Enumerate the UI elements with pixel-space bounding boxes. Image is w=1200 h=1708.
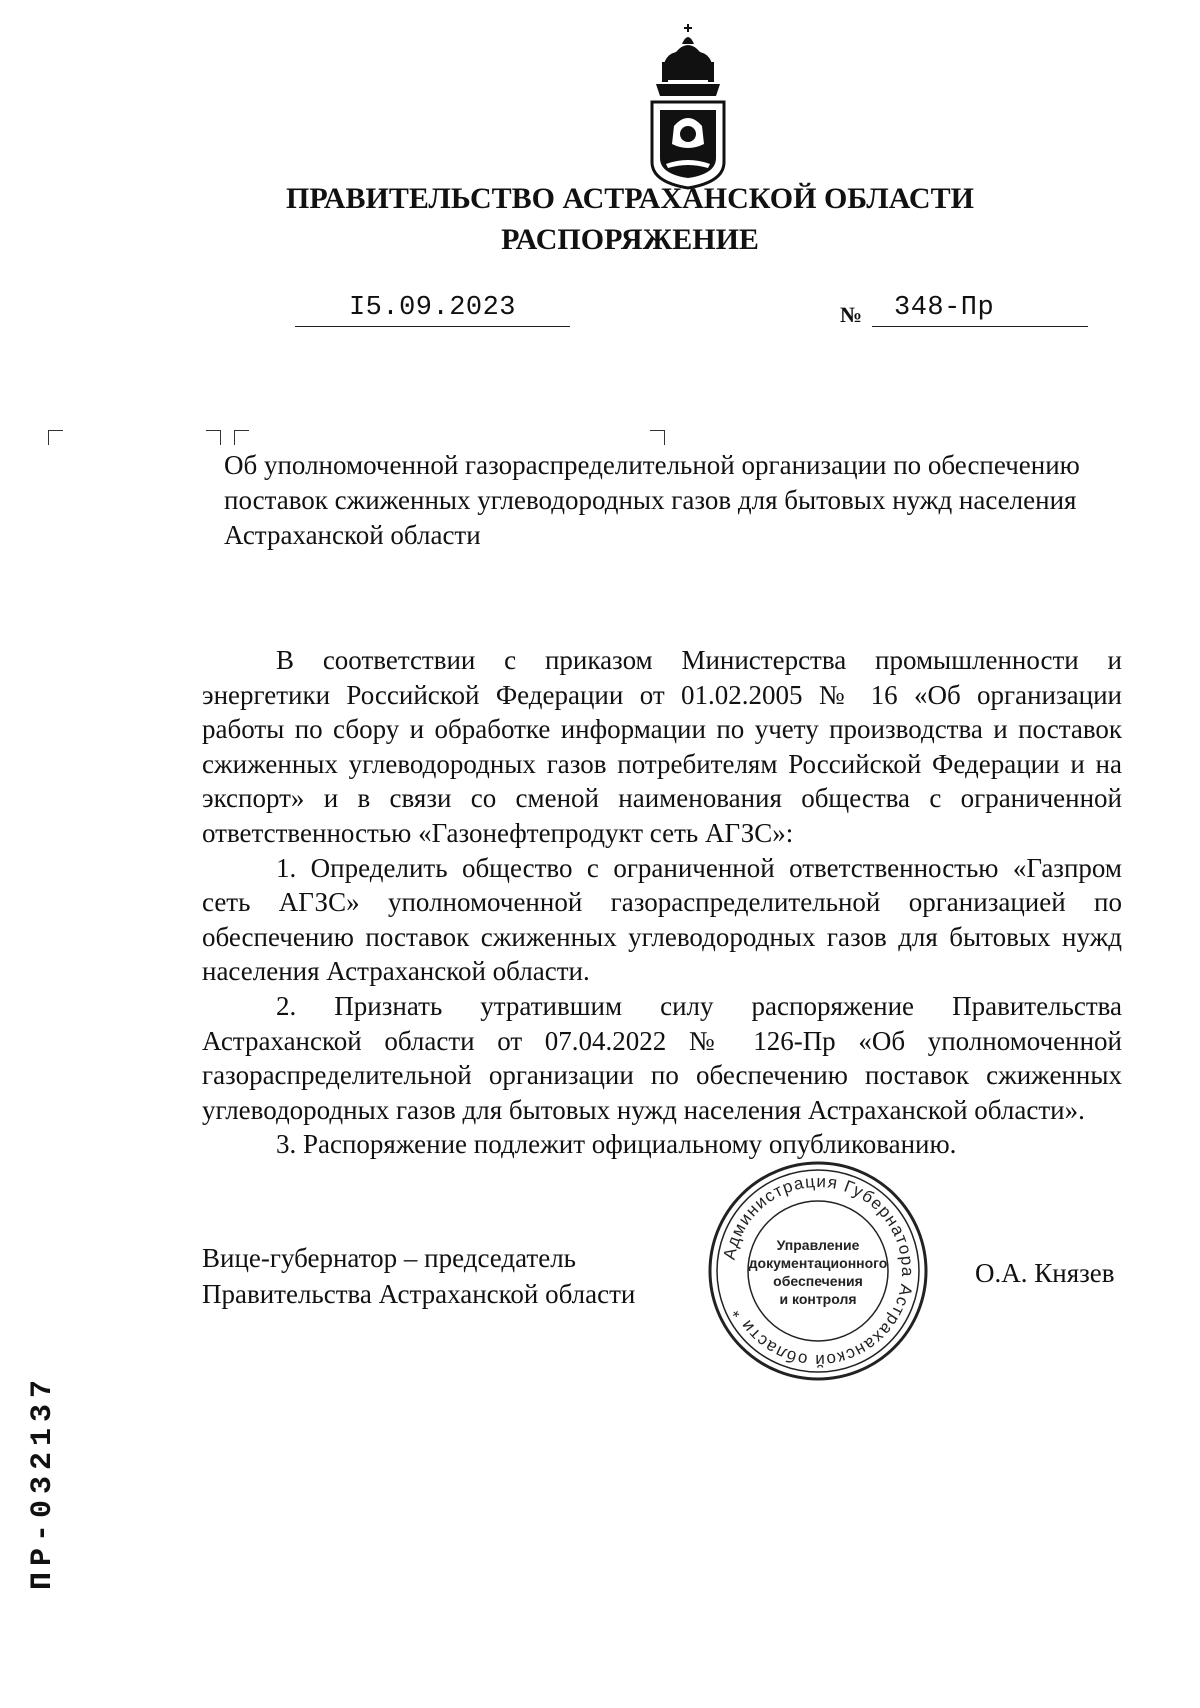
- body-paragraph: В соответствии с приказом Министерства промышленности и энергетики Российской Федерации от 01.02.2005 № 16 «Об организации работы по сбору и обработке информации по учету производства и поставок сжиженных углеводородных газов потребителям Российской Федерации и на экспорт» и в связи со сменой наименования общества с ограниченной ответственностью «Газонефтепродукт сеть АГЗС»:: [202, 645, 1122, 848]
- document-date: I5.09.2023: [295, 293, 570, 327]
- org-title: ПРАВИТЕЛЬСТВО АСТРАХАНСКОЙ ОБЛАСТИ: [286, 182, 974, 215]
- document-subject: Об уполномоченной газораспределительной организации по обеспечению поставок сжиженных углеводородных газов для бытовых нужд населения Астраханской области: [224, 450, 1080, 550]
- signer-name: О.А. Князев: [975, 1258, 1115, 1288]
- document-number: 348-Пр: [872, 293, 1088, 327]
- document-body: [202, 643, 1122, 1162]
- body-paragraph: 1. Определить общество с ограниченной ответственностью «Газпром сеть АГЗС» уполномоченной газораспределительной организацией по обеспечению поставок сжиженных углеводородных газов для бытовых нужд населения Астраханской области.: [202, 852, 1122, 987]
- official-seal-icon: [705, 1158, 931, 1384]
- seal-inner-text: Управление: [776, 1237, 860, 1253]
- signer-position: [202, 1240, 635, 1312]
- signer-position-line: Правительства Астраханской области: [202, 1279, 636, 1309]
- body-paragraph: 3. Распоряжение подлежит официальному опубликованию.: [276, 1129, 957, 1160]
- corner-mark: [48, 430, 63, 445]
- side-registration-number: ПР-032137: [26, 1373, 60, 1590]
- number-label: №: [840, 302, 863, 327]
- body-paragraph: 2. Признать утратившим силу распоряжение Правительства Астраханской области от 07.04.2022 № 126-Пр «Об уполномоченной газораспределительной организации по обеспечению поставок сжиженных углеводородных газов для бытовых нужд населения Астраханской области».: [202, 990, 1122, 1125]
- corner-mark: [206, 430, 221, 445]
- astrakhan-coat-of-arms-icon: [646, 22, 730, 190]
- document-heading: [200, 178, 1060, 260]
- doc-type-title: РАСПОРЯЖЕНИЕ: [501, 223, 759, 256]
- corner-mark: [234, 430, 249, 445]
- corner-mark: [650, 430, 665, 445]
- signer-position-line: Вице-губернатор – председатель: [202, 1243, 576, 1273]
- seal-inner-text: документационного: [748, 1255, 888, 1271]
- seal-inner-text: и контроля: [779, 1291, 857, 1307]
- seal-ring-text: Администрация Губернатора Астраханской области *: [719, 1171, 918, 1371]
- seal-inner-text: обеспечения: [773, 1273, 863, 1289]
